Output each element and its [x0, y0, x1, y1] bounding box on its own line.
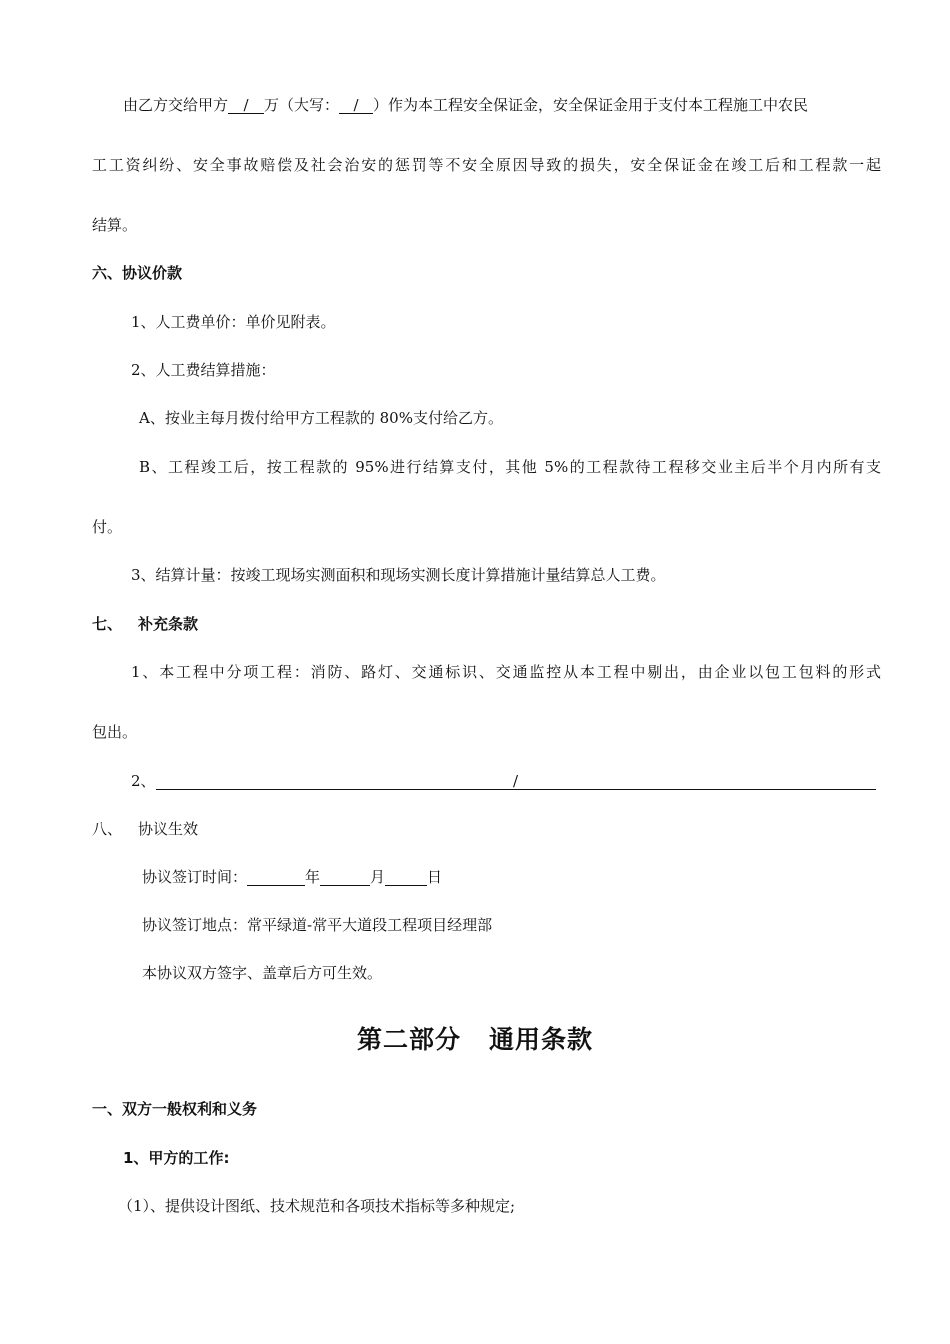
sign-time-label: 协议签订时间： — [142, 868, 248, 886]
part-two-title-text: 通用条款 — [489, 1025, 594, 1054]
deposit-paragraph-line-2: 工工资纠纷、安全事故赔偿及社会治安的惩罚等不安全原因导致的损失，安全保证金在竣工后和工程款一起 — [92, 156, 881, 174]
deposit-prefix: 由乙方交给甲方 — [123, 96, 229, 114]
section-7-item-2-blank: / — [156, 773, 876, 790]
sign-time-line — [142, 867, 442, 887]
party-a-duties-heading: 1、甲方的工作: — [123, 1149, 230, 1167]
sign-month-blank — [320, 869, 370, 886]
deposit-amount-blank: / — [228, 97, 264, 114]
sign-place: 协议签订地点：常平绿道-常平大道段工程项目经理部 — [142, 916, 493, 934]
party-a-duty-1: （1）、提供设计图纸、技术规范和各项技术指标等多种规定; — [118, 1197, 516, 1215]
sign-day-blank — [385, 869, 427, 886]
section-7-item-1-line-2: 包出。 — [92, 723, 138, 741]
section-7-heading-text: 补充条款 — [138, 615, 199, 633]
section-6-item-3: 3、结算计量：按竣工现场实测面积和现场实测长度计算措施计量结算总人工费。 — [131, 566, 666, 584]
general-section-1-heading: 一、双方一般权利和义务 — [92, 1100, 258, 1118]
section-7-item-2 — [131, 771, 876, 791]
section-6-item-b-line-2: 付。 — [92, 518, 123, 536]
section-6-item-a: A、按业主每月拨付给甲方工程款的 80%支付给乙方。 — [139, 409, 503, 427]
section-7-heading-num: 七、 — [92, 615, 123, 633]
part-two-title-number: 第二部分 — [356, 1025, 461, 1054]
part-two-title — [0, 1020, 950, 1056]
deposit-paragraph-line-3: 结算。 — [92, 216, 138, 234]
deposit-suffix: ）作为本工程安全保证金，安全保证金用于支付本工程施工中农民 — [373, 96, 809, 114]
section-6-item-1: 1、人工费单价：单价见附表。 — [131, 313, 336, 331]
section-8-heading-num: 八、 — [92, 820, 123, 838]
sign-month-label: 月 — [370, 868, 386, 886]
effect-statement: 本协议双方签字、盖章后方可生效。 — [142, 964, 383, 982]
sign-year-label: 年 — [305, 868, 321, 886]
section-6-item-b-line-1: B、工程竣工后，按工程款的 95%进行结算支付，其他 5%的工程款待工程移交业主后半个月内所有支 — [139, 458, 881, 476]
sign-day-label: 日 — [427, 868, 443, 886]
section-8-heading-text: 协议生效 — [138, 820, 199, 838]
deposit-mid: 万（大写： — [264, 96, 340, 114]
section-7-item-2-prefix: 2、 — [131, 772, 156, 790]
sign-year-blank — [247, 869, 305, 886]
deposit-paragraph-line-1 — [123, 95, 808, 115]
section-7-heading — [92, 614, 198, 634]
section-7-item-1-line-1: 1、本工程中分项工程：消防、路灯、交通标识、交通监控从本工程中剔出，由企业以包工包料的形式 — [131, 663, 881, 681]
section-8-heading — [92, 819, 198, 839]
deposit-capital-blank: / — [339, 97, 373, 114]
section-6-heading: 六、协议价款 — [92, 264, 183, 282]
section-6-item-2: 2、人工费结算措施： — [131, 361, 276, 379]
